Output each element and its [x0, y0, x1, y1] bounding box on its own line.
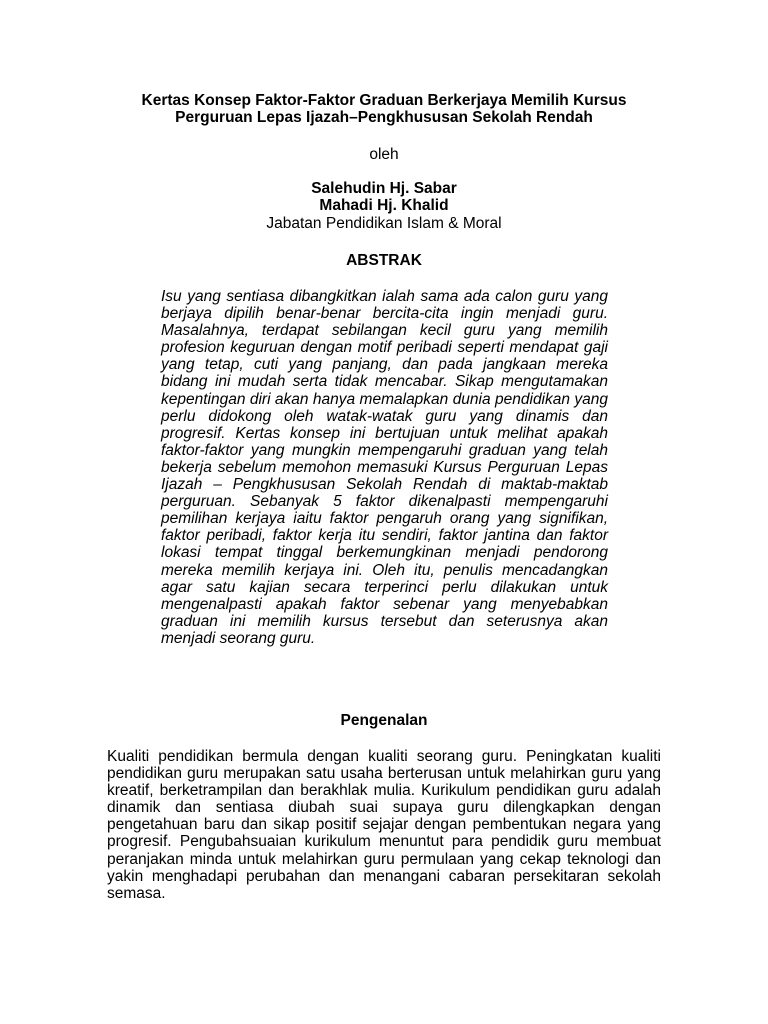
department-name: Jabatan Pendidikan Islam & Moral: [266, 215, 502, 232]
document-title: [0, 92, 768, 126]
body-paragraph: Kualiti pendidikan bermula dengan kualiti seorang guru. Peningkatan kualiti pendidikan guru merupakan satu usaha berterusan untuk melahirkan guru yang kreatif, berketrampilan dan berakhlak mulia. Kurikulum pendidikan guru adalah dinamik dan sentiasa diubah suai supaya guru dilengkapkan dengan pengetahuan baru dan sikap positif sejajar dengan pembentukan negara yang progresif. Pengubahsuaian kurikulum menuntut para pendidik guru membuat peranjakan minda untuk melahirkan guru permulaan yang cekap teknologi dan yakin menghadapi perubahan dan menangani cabaran persekitaran sekolah semasa.: [107, 748, 661, 902]
abstract-text: Isu yang sentiasa dibangkitkan ialah sama ada calon guru yang berjaya dipilih benar-benar bercita-cita ingin menjadi guru. Masalahnya, terdapat sebilangan kecil guru yang memilih profesion keguruan dengan motif peribadi seperti mendapat gaji yang tetap, cuti yang panjang, dan pada jangkaan mereka bidang ini mudah serta tidak mencabar. Sikap mengutamakan kepentingan diri akan hanya memalapkan dunia pendidikan yang perlu didokong oleh watak-watak guru yang dinamis dan progresif. Kertas konsep ini bertujuan untuk melihat apakah faktor-faktor yang mungkin mempengaruhi graduan yang telah bekerja sebelum memohon memasuki Kursus Perguruan Lepas Ijazah – Pengkhususan Sekolah Rendah di maktab-maktab perguruan. Sebanyak 5 faktor dikenalpasti mempengaruhi pemilihan kerjaya iaitu faktor pengaruh orang yang signifikan, faktor peribadi, faktor kerja itu sendiri, faktor jantina dan faktor lokasi tempat tinggal berkemungkinan menjadi pendorong mereka memilih kerjaya ini. Oleh itu, penulis mencadangkan agar satu kajian secara terperinci perlu dilakukan untuk mengenalpasti apakah faktor sebenar yang menyebabkan graduan ini memilih kursus tersebut dan seterusnya akan menjadi seorang guru.: [161, 288, 608, 647]
title-line-2: Perguruan Lepas Ijazah–Pengkhususan Sekolah Rendah: [175, 109, 593, 126]
by-label: oleh: [369, 146, 399, 163]
author-name-2: Mahadi Hj. Khalid: [319, 197, 449, 214]
author-name-1: Salehudin Hj. Sabar: [311, 180, 457, 197]
abstract-heading: ABSTRAK: [346, 252, 422, 269]
section-heading: Pengenalan: [340, 712, 428, 729]
title-line-1: Kertas Konsep Faktor-Faktor Graduan Berkerjaya Memilih Kursus: [141, 92, 627, 109]
